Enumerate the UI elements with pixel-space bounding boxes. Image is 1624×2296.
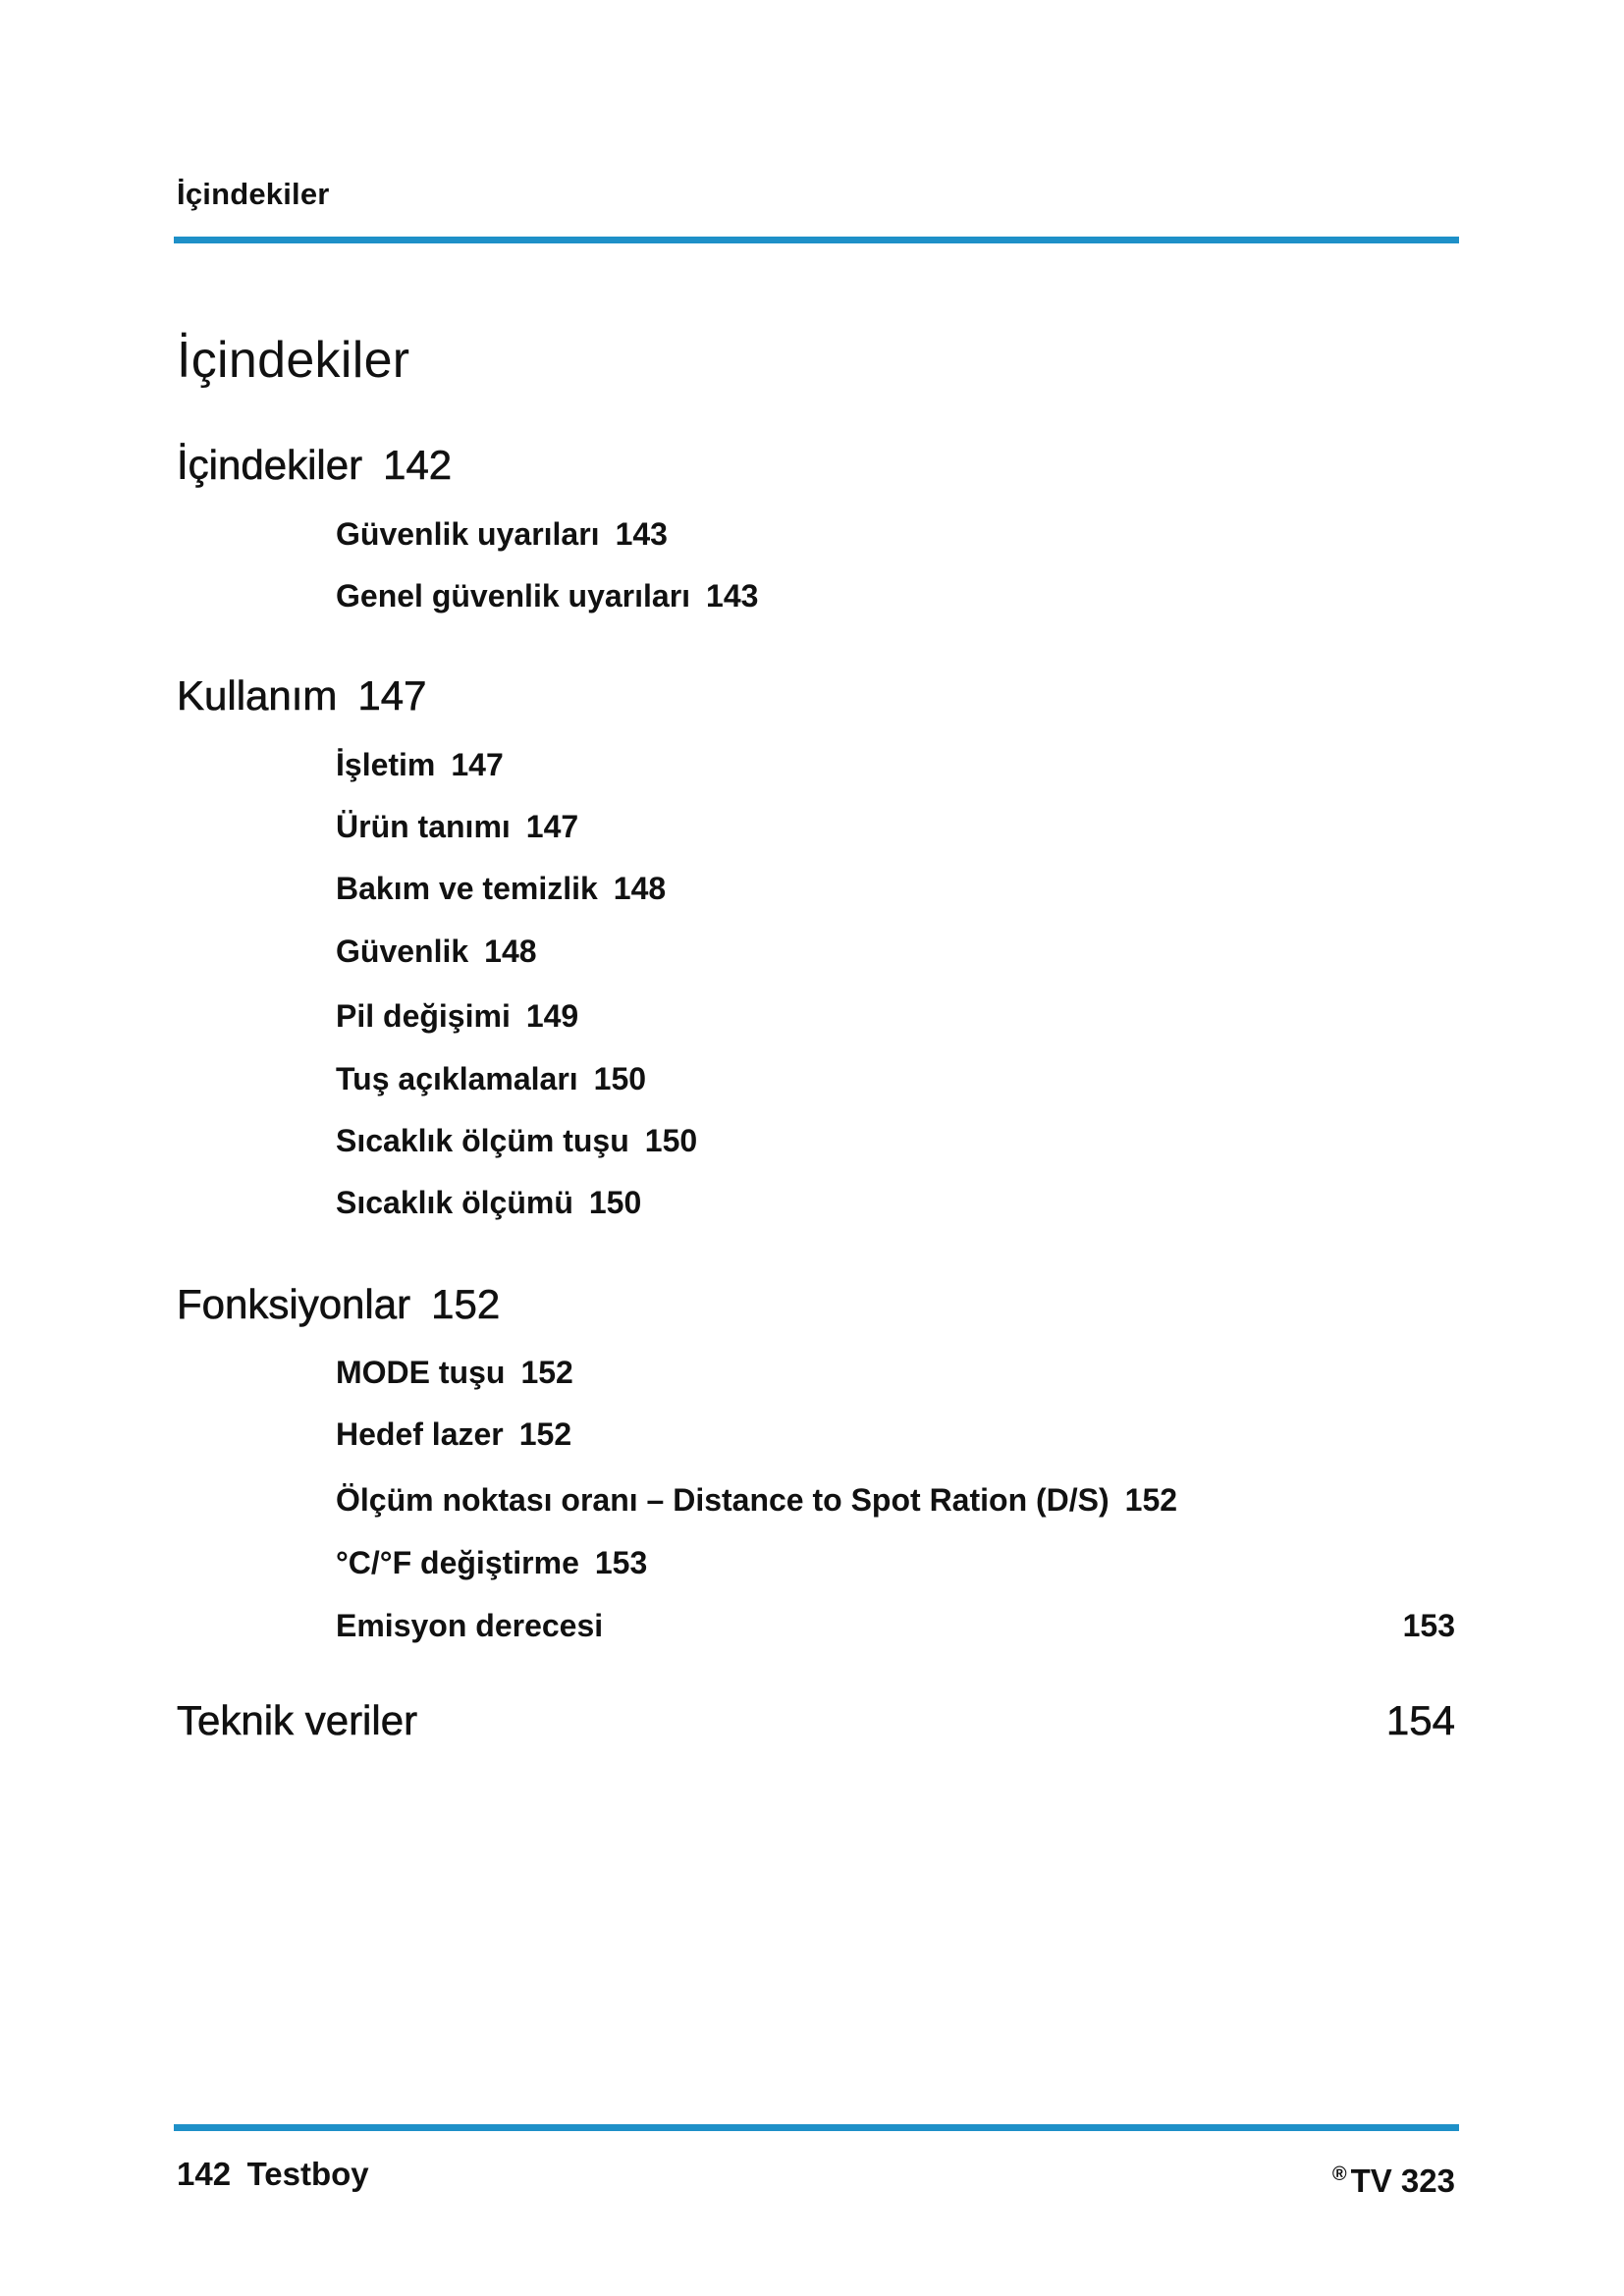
toc-item-guvenlik-uyarilari[interactable]: [336, 513, 1455, 555]
toc-section-page: 147: [357, 672, 427, 719]
toc-section-title: Fonksiyonlar: [177, 1281, 411, 1327]
toc-item-cf-degistirme[interactable]: [336, 1542, 1455, 1583]
toc-item-page: 153: [594, 1545, 648, 1580]
toc-item-page: 150: [593, 1061, 647, 1096]
header-rule: [174, 237, 1459, 243]
footer-left: [177, 2154, 369, 2195]
toc-item-hedef-lazer[interactable]: [336, 1414, 1455, 1455]
toc-section-page: 154: [1385, 1697, 1455, 1743]
toc-item-page: 152: [518, 1416, 572, 1452]
toc-section-icindekiler[interactable]: [177, 440, 1453, 491]
toc-item-page: 143: [706, 578, 759, 614]
toc-item-mode-tusu[interactable]: [336, 1352, 1455, 1393]
toc-item-pil-degisimi[interactable]: [336, 995, 1455, 1037]
toc-item-title: MODE tuşu: [336, 1355, 506, 1390]
toc-item-emisyon-derecesi[interactable]: [336, 1605, 1455, 1646]
toc-item-title: Pil değişimi: [336, 998, 511, 1034]
toc-item-guvenlik[interactable]: [336, 931, 1455, 972]
toc-section-fonksiyonlar[interactable]: [177, 1279, 1453, 1330]
toc-item-title: Emisyon derecesi: [336, 1608, 604, 1643]
toc-item-genel-guvenlik-uyarilari[interactable]: [336, 575, 1455, 616]
toc-section-title: Teknik veriler: [177, 1697, 418, 1743]
footer-page-number: 142: [177, 2156, 232, 2192]
toc-item-title: Bakım ve temizlik: [336, 871, 598, 906]
toc-item-page: 147: [525, 809, 579, 844]
toc-section-title: Kullanım: [177, 672, 338, 719]
toc-item-title: Sıcaklık ölçümü: [336, 1185, 573, 1220]
toc-item-page: 149: [525, 998, 579, 1034]
toc-item-title: Ürün tanımı: [336, 809, 511, 844]
toc-section-page: 152: [431, 1281, 501, 1327]
toc-item-sicaklik-olcumu[interactable]: [336, 1182, 1455, 1223]
footer-rule: [174, 2124, 1459, 2131]
toc-section-title: İçindekiler: [177, 442, 363, 488]
toc-item-olcum-noktasi-orani[interactable]: [336, 1479, 1455, 1521]
toc-item-page: 148: [613, 871, 667, 906]
toc-item-title: Tuş açıklamaları: [336, 1061, 578, 1096]
toc-section-page: 142: [383, 442, 453, 488]
toc-item-page: 150: [644, 1123, 698, 1158]
toc-item-page: 147: [451, 747, 504, 782]
toc-item-title: °C/°F değiştirme: [336, 1545, 579, 1580]
toc-item-page: 143: [615, 516, 668, 552]
page-title: İçindekiler: [177, 332, 410, 389]
toc-item-sicaklik-olcum-tusu[interactable]: [336, 1120, 1455, 1161]
footer-product: TV 323: [1350, 2163, 1455, 2199]
toc-item-tus-aciklamalari[interactable]: [336, 1058, 1455, 1099]
toc-item-bakim-ve-temizlik[interactable]: [336, 868, 1455, 909]
toc-item-isletim[interactable]: [336, 744, 1455, 785]
toc-item-title: Hedef lazer: [336, 1416, 504, 1452]
toc-item-title: Güvenlik uyarıları: [336, 516, 600, 552]
toc-section-kullanim[interactable]: [177, 670, 1453, 721]
toc-item-page: 153: [1402, 1608, 1455, 1643]
footer-right: [1332, 2154, 1455, 2202]
toc-item-title: Ölçüm noktası oranı – Distance to Spot Ration (D/S): [336, 1482, 1110, 1518]
toc-item-title: Güvenlik: [336, 934, 469, 969]
toc-item-title: Sıcaklık ölçüm tuşu: [336, 1123, 629, 1158]
footer-brand: Testboy: [246, 2156, 369, 2192]
toc-item-page: 152: [1124, 1482, 1178, 1518]
registered-mark: ®: [1331, 2163, 1347, 2185]
toc-item-title: Genel güvenlik uyarıları: [336, 578, 691, 614]
toc-section-teknik-veriler[interactable]: [177, 1695, 1455, 1746]
toc-item-page: 152: [520, 1355, 573, 1390]
running-header: İçindekiler: [177, 177, 330, 211]
toc-item-title: İşletim: [336, 747, 436, 782]
toc-item-page: 148: [484, 934, 537, 969]
toc-item-urun-tanimi[interactable]: [336, 806, 1455, 847]
toc-item-page: 150: [588, 1185, 642, 1220]
